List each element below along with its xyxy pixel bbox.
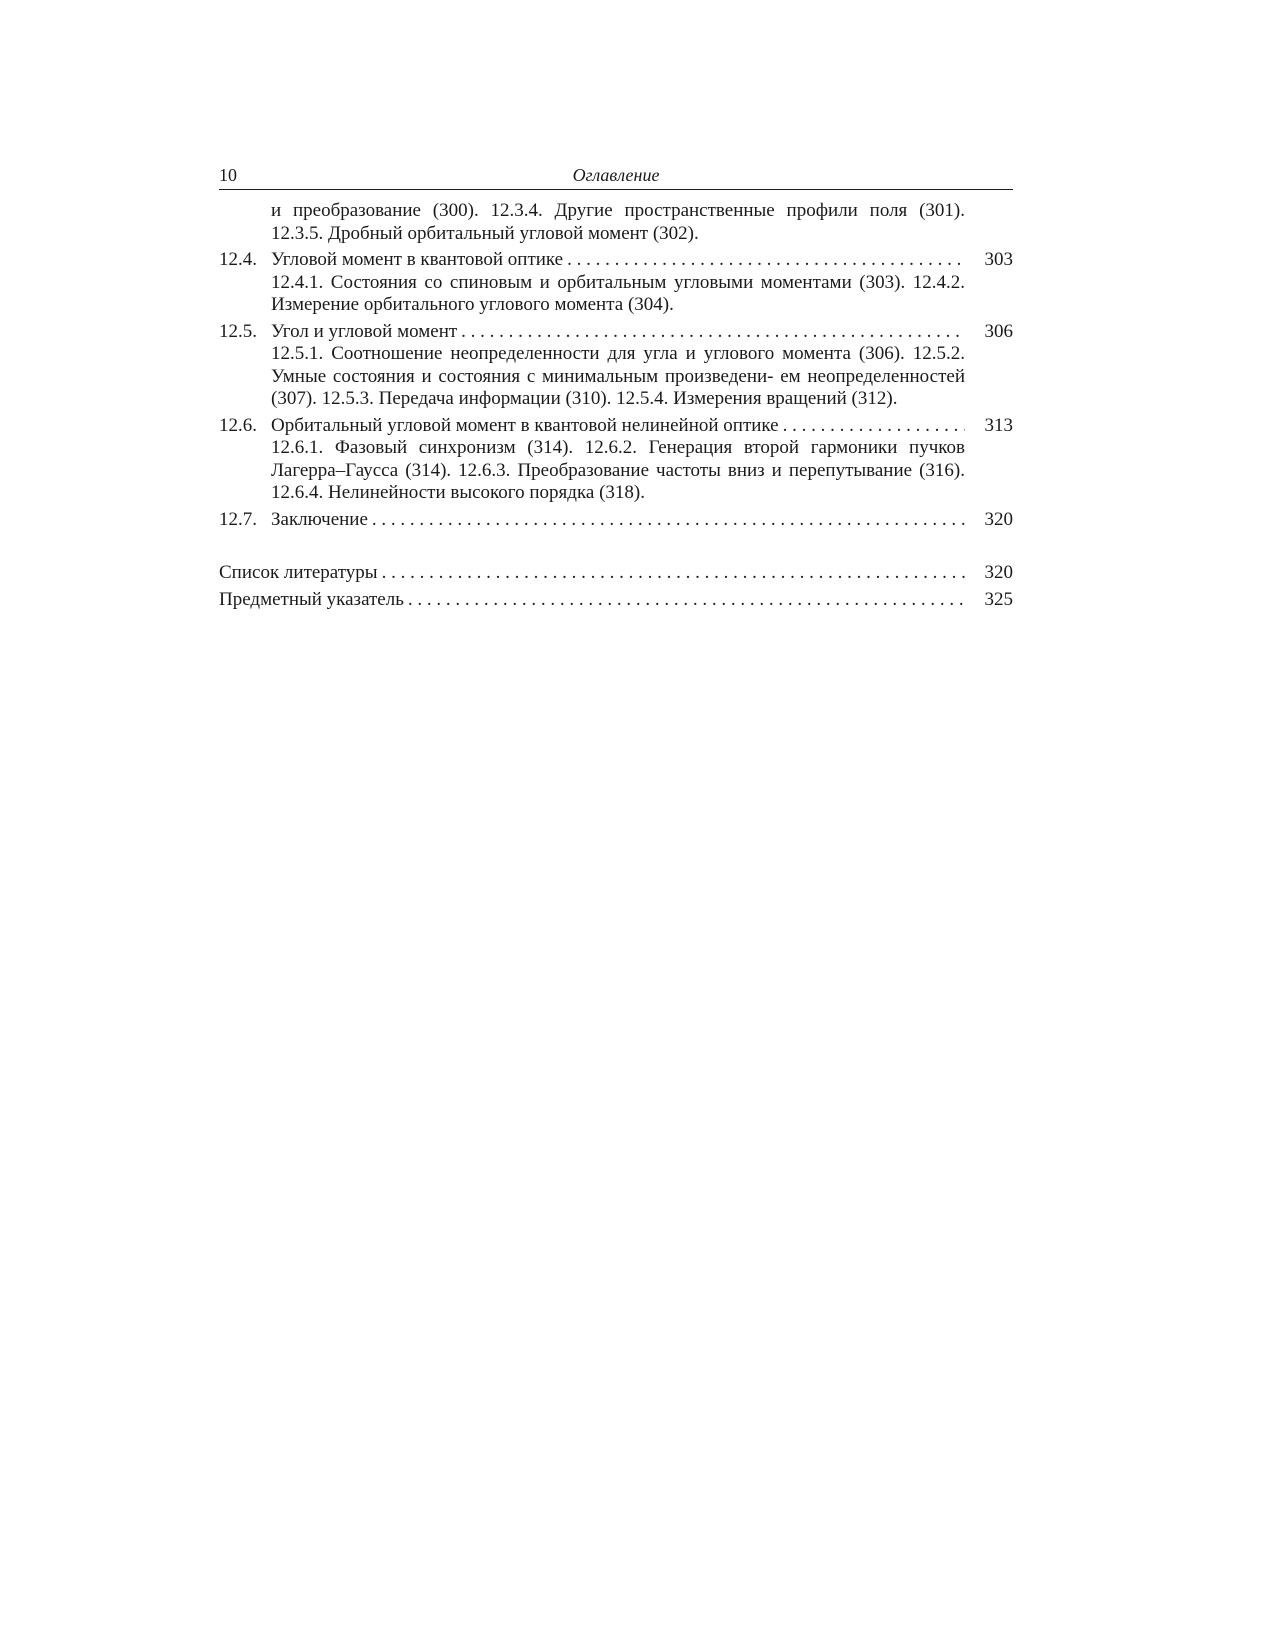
running-title: Оглавление [572, 165, 660, 185]
section-page: 306 [984, 320, 1013, 342]
section-number: 12.6. [219, 414, 257, 436]
section-title[interactable]: Угол и угловой момент [271, 320, 458, 342]
section-title[interactable]: Орбитальный угловой момент в квантовой нелинейной оптике [271, 414, 779, 436]
section-number: 12.5. [219, 320, 257, 342]
index-page: 325 [984, 588, 1013, 610]
references-title[interactable]: Список литературы [219, 562, 378, 583]
index-title[interactable]: Предметный указатель [219, 588, 404, 610]
section-page: 303 [984, 249, 1013, 270]
section-gap [219, 531, 1013, 558]
section-title[interactable]: Угловой момент в квантовой оптике [271, 249, 564, 270]
book-page [219, 165, 1013, 611]
toc-entry-12-4 [219, 249, 1013, 317]
subsection-list: 12.6.1. Фазовый синхронизм (314). 12.6.2. Генерация второй гармоники пучков Лагерра–Гаусса (314). 12.6.3. Преобразование частоты вниз и перепутывание (316). 12.6.4. Нелинейности высокого порядка (318). [271, 437, 965, 503]
toc-entry-index [219, 589, 1013, 612]
references-page: 320 [984, 562, 1013, 583]
dot-leader [461, 321, 965, 344]
dot-leader [372, 509, 965, 532]
subsection-list: 12.5.1. Соотношение неопределенности для угла и углового момента (306). 12.5.2. Умные состояния и состояния с минимальным произведени- ем неопределенностей (307). 12.5.3. Передача информации (310). 12.5.4. Измерения вращений (312). [271, 343, 965, 409]
toc-continuation: и преобразование (300). 12.3.4. Другие пространственные профили поля (301). 12.3.5. Дробный орбитальный угловой момент (302). [271, 200, 965, 244]
toc-entry-references [219, 562, 1013, 585]
running-head [219, 165, 1013, 190]
dot-leader [783, 415, 965, 438]
toc-entry-12-6 [219, 415, 1013, 505]
section-number: 12.4. [219, 249, 257, 270]
section-page: 320 [984, 508, 1013, 530]
subsection-list: 12.4.1. Состояния со спиновым и орбитальным угловыми моментами (303). 12.4.2. Измерение орбитального углового момента (304). [271, 271, 965, 315]
section-title[interactable]: Заключение [271, 508, 368, 530]
toc-entry-12-5 [219, 321, 1013, 411]
dot-leader [382, 562, 965, 585]
toc-entry-12-7 [219, 509, 1013, 532]
dot-leader [567, 249, 965, 272]
table-of-contents [219, 200, 1013, 611]
section-number: 12.7. [219, 508, 257, 530]
page-number: 10 [219, 165, 237, 185]
dot-leader [408, 589, 965, 612]
section-page: 313 [984, 414, 1013, 436]
